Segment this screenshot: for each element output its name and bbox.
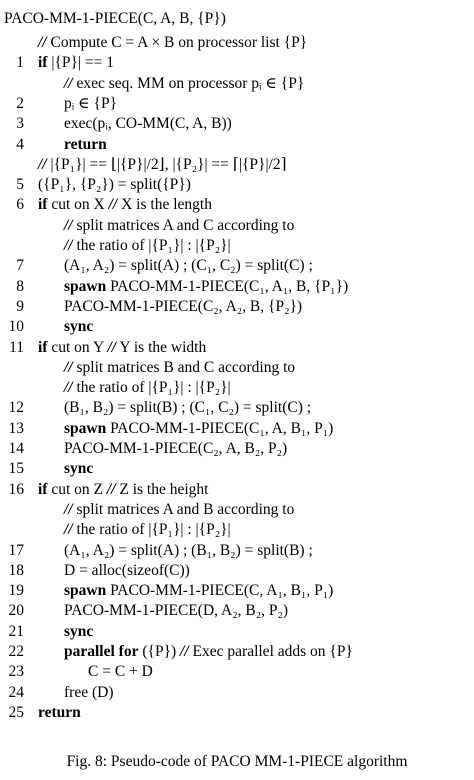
line-code (38, 52, 114, 74)
code-line (0, 194, 474, 216)
code-text: ({P₁}, {P₂}) = split({P}) (38, 176, 191, 194)
line-number: 14 (8, 440, 24, 457)
code-text: |{P}| == 1 (47, 54, 115, 72)
code-text: ({P}) (138, 643, 181, 660)
line-number: 23 (8, 663, 24, 681)
code-line (0, 174, 474, 196)
line-code (64, 438, 287, 460)
code-line (0, 702, 474, 724)
keyword: sync (64, 318, 94, 336)
code-line (0, 418, 474, 440)
line-code (64, 377, 231, 399)
code-line (0, 499, 474, 521)
code-text: exec(pᵢ, CO-MM(C, A, B)) (64, 115, 232, 133)
line-code (64, 540, 313, 562)
code-text: PACO-MM-1-PIECE(C₂, A, B₂, P₂) (64, 440, 288, 457)
line-code (64, 499, 294, 521)
code-text: D = alloc(sizeof(C)) (64, 561, 190, 579)
line-code (38, 174, 191, 196)
line-number: 12 (8, 399, 24, 417)
keyword: sync (64, 460, 94, 478)
line-number: 18 (8, 561, 24, 579)
line-number: 1 (16, 54, 24, 72)
line-code (64, 215, 294, 237)
line-code (64, 560, 190, 582)
keyword: if (38, 196, 48, 214)
code-line (0, 296, 474, 318)
line-number: 22 (8, 643, 24, 660)
line-code (64, 600, 288, 622)
code-text: Z is the height (115, 480, 209, 498)
code-text: split matrices A and C according to (72, 216, 295, 234)
line-code (64, 519, 231, 541)
line-code (64, 73, 304, 95)
keyword: if (38, 338, 48, 356)
keyword: if (38, 480, 48, 498)
code-line (0, 621, 474, 643)
line-code (64, 621, 93, 643)
figure-caption: Fig. 8: Pseudo-code of PACO MM-1-PIECE algorithm (66, 753, 408, 770)
code-text: Y is the width (116, 338, 207, 356)
code-line (0, 154, 474, 176)
line-number: 11 (9, 338, 24, 356)
line-number: 2 (16, 94, 24, 112)
line-number: 19 (8, 582, 24, 600)
comment-marker: // (107, 338, 117, 356)
code-line (0, 316, 474, 338)
line-code (38, 479, 209, 501)
line-code (38, 194, 212, 216)
code-text: |{P₁}| == ⌊|{P}|/2⌋, |{P₂}| == ⌈|{P}|/2⌉ (46, 155, 287, 173)
line-code (64, 134, 107, 156)
code-line (0, 458, 474, 480)
code-line (0, 560, 474, 582)
line-code (38, 154, 287, 176)
line-number: 20 (8, 602, 24, 620)
line-code (64, 93, 117, 115)
line-code (64, 235, 231, 257)
code-line (0, 661, 474, 683)
keyword: if (38, 54, 48, 72)
comment-marker: // (64, 521, 73, 539)
line-number: 3 (16, 115, 24, 133)
code-text: (B₁, B₂) = split(B) ; (C₁, C₂) = split(C) ; (64, 399, 312, 417)
comment-marker: // (108, 196, 118, 214)
code-line (0, 73, 474, 95)
algorithm-title (4, 8, 226, 30)
code-line (0, 276, 474, 298)
code-text: free (D) (64, 683, 114, 701)
keyword: parallel for (64, 643, 139, 660)
line-number: 24 (8, 683, 24, 701)
keyword: spawn (64, 582, 107, 600)
line-code (38, 32, 307, 54)
comment-marker: // (64, 358, 73, 376)
line-code (64, 357, 295, 379)
comment-marker: // (64, 74, 73, 92)
line-number: 15 (8, 460, 24, 478)
code-text: split matrices A and B according to (72, 500, 295, 518)
line-code (64, 397, 311, 419)
code-text: exec seq. MM on processor pᵢ ∈ {P} (72, 74, 305, 92)
line-code (64, 296, 302, 318)
line-number: 21 (8, 622, 24, 640)
line-code (64, 276, 348, 298)
code-text: the ratio of |{P₁}| : |{P₂}| (72, 237, 231, 254)
line-code (64, 458, 93, 480)
line-code (64, 682, 113, 704)
code-line (0, 235, 474, 257)
keyword: return (64, 135, 107, 153)
comment-marker: // (180, 643, 189, 660)
line-code (88, 661, 153, 683)
code-line (0, 397, 474, 419)
line-code (64, 255, 313, 277)
line-number: 9 (16, 297, 24, 315)
code-text: pᵢ ∈ {P} (64, 94, 118, 112)
code-text: (A₁, A₂) = split(A) ; (B₁, B₂) = split(B) ; (64, 541, 313, 559)
comment-marker: // (64, 379, 73, 397)
code-line (0, 600, 474, 622)
line-number: 5 (16, 176, 24, 194)
code-line (0, 641, 474, 663)
code-text: the ratio of |{P₁}| : |{P₂}| (72, 521, 231, 539)
line-code (64, 580, 333, 602)
line-number: 25 (8, 703, 24, 721)
line-code (64, 641, 353, 663)
line-number: 13 (8, 419, 24, 437)
code-text: split matrices B and C according to (72, 358, 296, 376)
line-code (64, 316, 93, 338)
code-line (0, 32, 474, 54)
code-text: Exec parallel adds on {P} (188, 643, 353, 660)
code-line (0, 682, 474, 704)
code-line (0, 52, 474, 74)
code-line (0, 93, 474, 115)
line-number: 16 (8, 480, 24, 498)
code-line (0, 134, 474, 156)
line-number: 10 (8, 318, 24, 336)
line-code (64, 113, 232, 135)
comment-marker: // (64, 237, 73, 254)
line-number: 4 (16, 135, 24, 153)
line-code (38, 702, 81, 724)
code-line (0, 255, 474, 277)
keyword: spawn (64, 419, 107, 437)
code-text: Compute C = A × B on processor list {P} (46, 34, 308, 51)
code-text: PACO-MM-1-PIECE(C₁, A, B₁, P₁) (106, 419, 334, 437)
keyword: sync (64, 622, 94, 640)
code-text: PACO-MM-1-PIECE(C₂, A₂, B, {P₂}) (64, 297, 303, 315)
code-line (0, 519, 474, 541)
line-number: 6 (16, 196, 24, 214)
code-line (0, 479, 474, 501)
code-text: cut on Y (47, 338, 108, 356)
algorithm-title-text: PACO-MM-1-PIECE(C, A, B, {P}) (4, 10, 226, 27)
line-code (38, 337, 206, 359)
comment-marker: // (64, 216, 73, 234)
code-line (0, 337, 474, 359)
code-text: the ratio of |{P₁}| : |{P₂}| (72, 379, 231, 397)
code-line (0, 377, 474, 399)
code-text: cut on X (47, 196, 109, 214)
keyword: spawn (64, 277, 107, 295)
line-number: 8 (16, 277, 24, 295)
code-text: (A₁, A₂) = split(A) ; (C₁, C₂) = split(C) ; (64, 257, 313, 275)
line-number: 17 (8, 541, 24, 559)
code-text: cut on Z (47, 480, 107, 498)
comment-marker: // (38, 155, 47, 173)
code-line (0, 438, 474, 460)
code-line (0, 540, 474, 562)
code-text: PACO-MM-1-PIECE(C₁, A₁, B, {P₁}) (106, 277, 349, 295)
code-line (0, 580, 474, 602)
comment-marker: // (106, 480, 116, 498)
code-line (0, 357, 474, 379)
code-line (0, 215, 474, 237)
code-line (0, 113, 474, 135)
code-text: C = C + D (88, 663, 153, 681)
code-text: PACO-MM-1-PIECE(C, A₁, B₁, P₁) (106, 582, 334, 600)
line-number: 7 (16, 257, 24, 275)
code-text: X is the length (117, 196, 212, 214)
comment-marker: // (38, 34, 47, 51)
line-code (64, 418, 333, 440)
code-text: PACO-MM-1-PIECE(D, A₂, B₂, P₂) (64, 602, 289, 620)
comment-marker: // (64, 500, 73, 518)
keyword: return (38, 703, 81, 721)
